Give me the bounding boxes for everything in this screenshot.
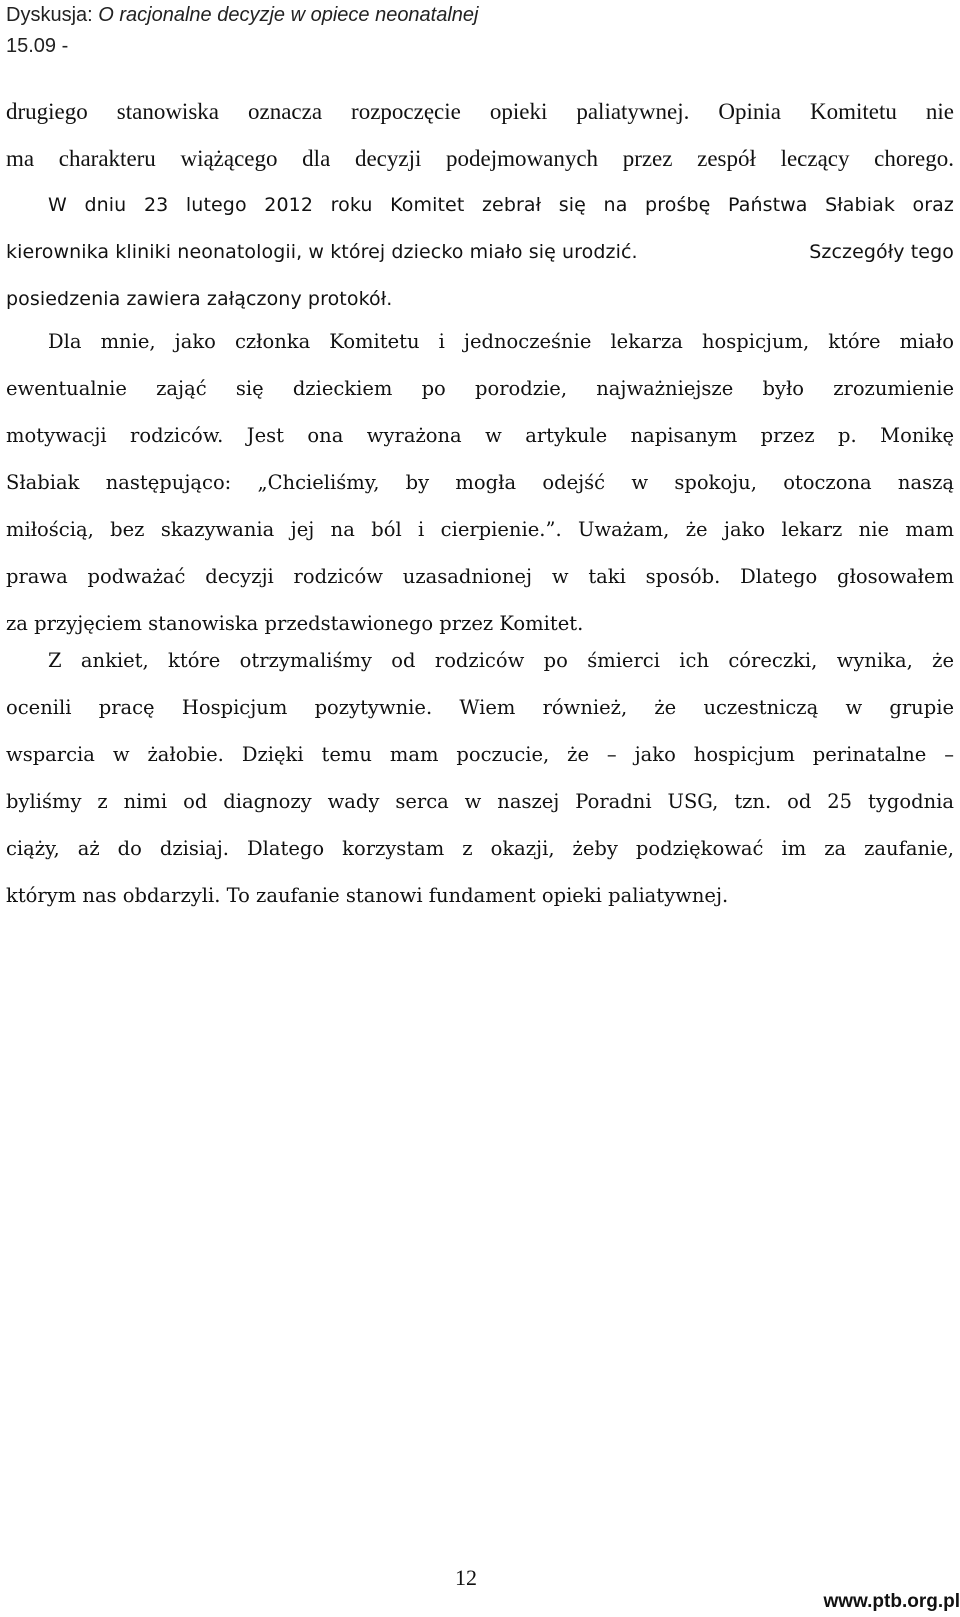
text-line: Słabiak następująco: „Chcieliśmy, by mogła odejść w spokoju, otoczona naszą [6,471,954,494]
text-line: motywacji rodziców. Jest ona wyrażona w artykule napisanym przez p. Monikę [6,424,954,447]
text-line: byliśmy z nimi od diagnozy wady serca w naszej Poradni USG, tzn. od 25 tygodnia [6,790,954,813]
paragraph-3 [6,637,954,919]
text-line: którym nas obdarzyli. To zaufanie stanowi fundament opieki paliatywnej. [6,884,729,907]
text-line: miłością, bez skazywania jej na ból i cierpienie.”. Uważam, że jako lekarz nie mam [6,518,954,541]
text-segment: Szczegóły tego [809,241,954,263]
running-header [6,0,479,62]
text-line: W dniu 23 lutego 2012 roku Komitet zebrał się na prośbę Państwa Słabiak oraz [48,194,954,216]
text-line: posiedzenia zawiera załączony protokół. [6,288,393,310]
text-line: Dla mnie, jako członka Komitetu i jednocześnie lekarza hospicjum, które miało [48,330,954,353]
header-title-line [6,0,479,31]
header-date: 15.09 - [6,35,69,57]
text-line: ewentualnie zająć się dzieckiem po porodzie, najważniejsze było zrozumienie [6,377,954,400]
text-line: ciąży, aż do dzisiaj. Dlatego korzystam z okazji, żeby podziękować im za zaufanie, [6,837,954,860]
page-number: 12 [455,1565,477,1590]
text-line: Z ankiet, które otrzymaliśmy od rodziców po śmierci ich córeczki, wynika, że [48,649,954,672]
text-line: ocenili pracę Hospicjum pozytywnie. Wiem również, że uczestniczą w grupie [6,696,954,719]
paragraph-2 [6,318,954,647]
text-segment: kierownika kliniki neonatologii, w której dziecko miało się urodzić. [6,241,638,263]
text-line: za przyjęciem stanowiska przedstawionego przez Komitet. [6,612,584,635]
footer-url: www.ptb.org.pl [823,1591,960,1612]
header-title: O racjonalne decyzje w opiece neonatalnej [98,4,479,26]
text-line-mixed [6,229,954,276]
text-line: drugiego stanowiska oznacza rozpoczęcie opieki paliatywnej. Opinia Komitetu nie [6,99,954,124]
paragraph-1 [6,88,954,323]
text-line: wsparcia w żałobie. Dzięki temu mam poczucie, że – jako hospicjum perinatalne – [6,743,954,766]
text-line: prawa podważać decyzji rodziców uzasadnionej w taki sposób. Dlatego głosowałem [6,565,954,588]
text-line: ma charakteru wiążącego dla decyzji podejmowanych przez zespół leczący chorego. [6,146,954,171]
header-prefix: Dyskusja: [6,4,99,26]
